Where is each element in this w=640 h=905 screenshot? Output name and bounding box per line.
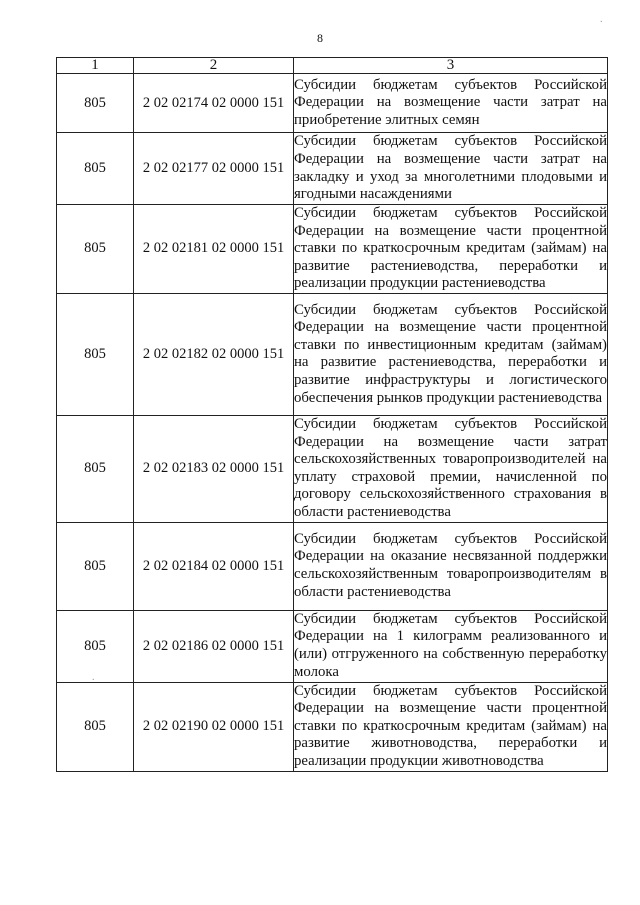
revenue-name-cell: Субсидии бюджетам субъектов Российской Федерации на возмещение части процентной ставки по краткосрочным кредитам (займам) на развитие растениеводства, переработки и реализации продукции растениеводства	[294, 205, 608, 294]
admin-code-cell: 805	[57, 74, 134, 133]
revenue-code-cell: 2 02 02186 02 0000 151	[134, 610, 294, 682]
revenue-name-cell: Субсидии бюджетам субъектов Российской Федерации на возмещение части затрат сельскохозяйственных товаропроизводителей на уплату страховой премии, начисленной по договору сельскохозяйственного страхования в области растениеводства	[294, 415, 608, 522]
admin-code-cell: 805	[57, 682, 134, 771]
table-row	[57, 682, 608, 771]
revenue-code-cell: 2 02 02177 02 0000 151	[134, 133, 294, 205]
revenue-name-cell: Субсидии бюджетам субъектов Российской Федерации на возмещение части затрат на закладку и уход за многолетними плодовыми и ягодными насаждениями	[294, 133, 608, 205]
table-row	[57, 133, 608, 205]
header-cell-2: 2	[134, 58, 294, 74]
budget-codes-table	[56, 57, 608, 772]
admin-code-cell: 805	[57, 415, 134, 522]
scan-speck: .	[92, 672, 95, 683]
revenue-name-cell: Субсидии бюджетам субъектов Российской Федерации на оказание несвязанной поддержки сельскохозяйственным товаропроизводителям в области растениеводства	[294, 522, 608, 610]
table-row	[57, 415, 608, 522]
header-cell-3: 3	[294, 58, 608, 74]
revenue-name-cell: Субсидии бюджетам субъектов Российской Федерации на возмещение части затрат на приобретение элитных семян	[294, 74, 608, 133]
table-row	[57, 205, 608, 294]
table-row	[57, 293, 608, 415]
table-row	[57, 522, 608, 610]
page-number: 8	[317, 31, 323, 45]
table-body	[57, 58, 608, 772]
admin-code-cell: 805	[57, 205, 134, 294]
admin-code-cell: 805	[57, 293, 134, 415]
table-row	[57, 74, 608, 133]
table-header-row	[57, 58, 608, 74]
revenue-name-cell: Субсидии бюджетам субъектов Российской Федерации на возмещение части процентной ставки по краткосрочным кредитам (займам) на развитие животноводства, переработки и реализации продукции животноводства	[294, 682, 608, 771]
admin-code-cell: 805	[57, 133, 134, 205]
revenue-code-cell: 2 02 02184 02 0000 151	[134, 522, 294, 610]
revenue-code-cell: 2 02 02174 02 0000 151	[134, 74, 294, 133]
scan-speck: .	[600, 14, 603, 25]
admin-code-cell: 805	[57, 522, 134, 610]
table-row	[57, 610, 608, 682]
admin-code-cell: 805	[57, 610, 134, 682]
header-cell-1: 1	[57, 58, 134, 74]
revenue-name-cell: Субсидии бюджетам субъектов Российской Федерации на 1 килограмм реализованного и (или) отгруженного на собственную переработку молока	[294, 610, 608, 682]
revenue-code-cell: 2 02 02190 02 0000 151	[134, 682, 294, 771]
revenue-name-cell: Субсидии бюджетам субъектов Российской Федерации на возмещение части процентной ставки по инвестиционным кредитам (займам) на развитие растениеводства, переработки и развитие инфраструктуры и логистического обеспечения рынков продукции растениеводства	[294, 293, 608, 415]
revenue-code-cell: 2 02 02181 02 0000 151	[134, 205, 294, 294]
revenue-code-cell: 2 02 02182 02 0000 151	[134, 293, 294, 415]
revenue-code-cell: 2 02 02183 02 0000 151	[134, 415, 294, 522]
